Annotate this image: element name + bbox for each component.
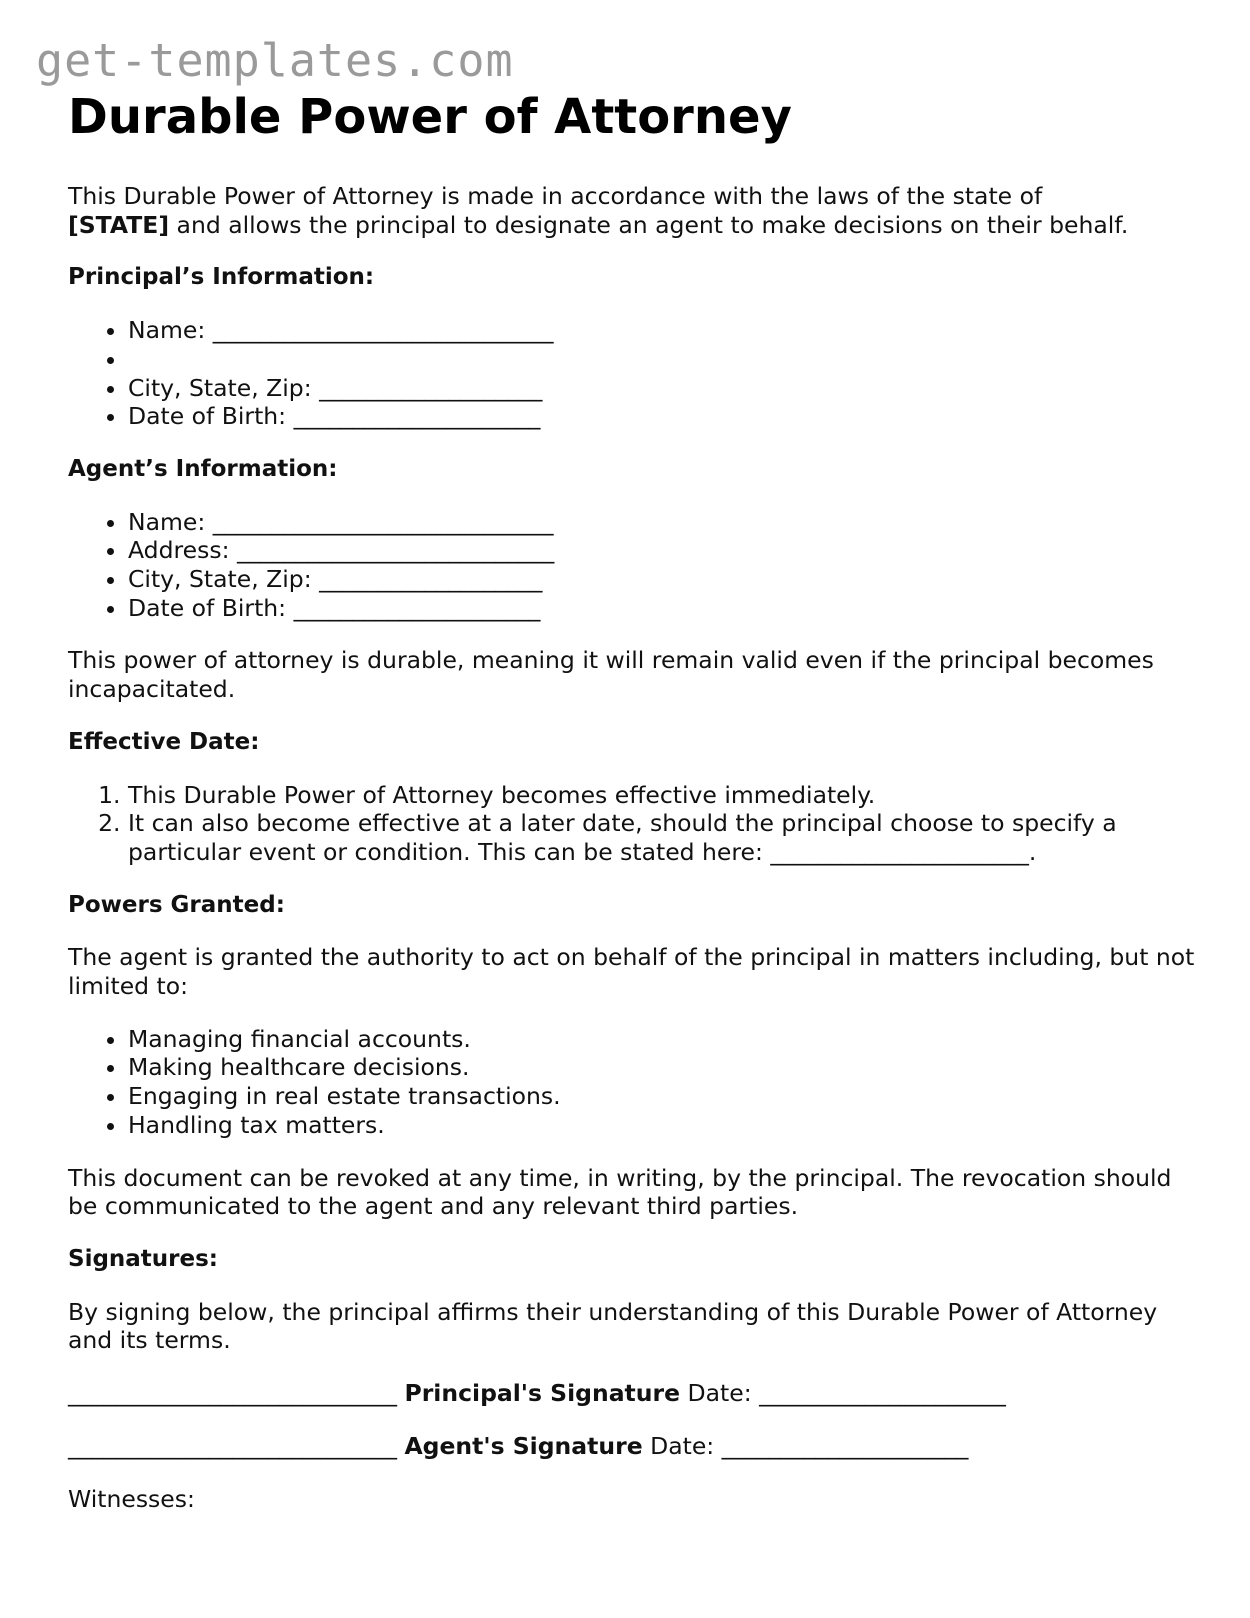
powers-heading: Powers Granted: [68,891,285,918]
powers-list [68,1025,1208,1140]
agent-address-field[interactable]: • Address: ___________________________ [128,536,1208,565]
intro-text-after: and allows the principal to designate an agent to make decisions on their behalf. [176,210,1129,239]
power-item: • Engaging in real estate transactions. [128,1082,1208,1111]
principal-dob-field[interactable]: • Date of Birth: _____________________ [128,402,1208,431]
agent-name-field[interactable]: • Name: _____________________________ [128,508,1208,537]
effective-item-later[interactable]: 2. It can also become effective at a later date, should the principal choose to specify a particular event or condition. This can be stated here: ______________________. [128,809,1208,866]
principal-signature-date[interactable]: Date: _____________________ [687,1379,1006,1408]
principal-signature-line[interactable]: ____________________________ [68,1379,397,1408]
principal-city-field[interactable]: • City, State, Zip: ___________________ [128,374,1208,403]
power-item: • Making healthcare decisions. [128,1053,1208,1082]
agent-signature-date[interactable]: Date: _____________________ [650,1431,969,1460]
principal-name-field[interactable]: • Name: _____________________________ [128,316,1208,345]
effective-item-immediate: 1. This Durable Power of Attorney becomes effective immediately. [128,781,1208,810]
effective-heading: Effective Date: [68,728,260,755]
agent-signature-line[interactable]: ____________________________ [68,1431,397,1460]
document-page [68,86,1208,1513]
witnesses-label: Witnesses: [68,1484,195,1513]
principal-address-field[interactable] [128,345,1208,374]
principal-heading: Principal’s Information: [68,264,375,291]
document-title: Durable Power of Attorney [68,89,792,145]
agent-city-field[interactable]: • City, State, Zip: ___________________ [128,565,1208,594]
agent-heading: Agent’s Information: [68,455,338,482]
agent-info-list [68,508,1208,623]
powers-intro: The agent is granted the authority to act on behalf of the principal in matters including, but not limited to: [68,943,1195,1001]
intro-text-before: This Durable Power of Attorney is made in accordance with the laws of the state of [68,182,1043,210]
power-item: • Managing financial accounts. [128,1025,1208,1054]
revocation-paragraph: This document can be revoked at any time, in writing, by the principal. The revocation should be communicated to the agent and any relevant third parties. [68,1163,1172,1221]
principal-info-list [68,316,1208,431]
state-placeholder[interactable]: [STATE] [68,210,170,239]
agent-signature-row [68,1432,1208,1461]
intro-paragraph [68,182,1208,239]
watermark: get-templates.com [36,34,514,87]
power-item: • Handling tax matters. [128,1111,1208,1140]
signatures-intro: By signing below, the principal affirms their understanding of this Durable Power of Attorney and its terms. [68,1297,1158,1355]
principal-signature-label: Principal's Signature [404,1379,681,1408]
signatures-heading: Signatures: [68,1245,219,1272]
agent-dob-field[interactable]: • Date of Birth: _____________________ [128,594,1208,623]
agent-signature-label: Agent's Signature [404,1431,643,1460]
principal-signature-row [68,1379,1208,1408]
effective-date-list [68,781,1208,867]
durable-note: This power of attorney is durable, meaning it will remain valid even if the principal becomes incapacitated. [68,646,1154,704]
